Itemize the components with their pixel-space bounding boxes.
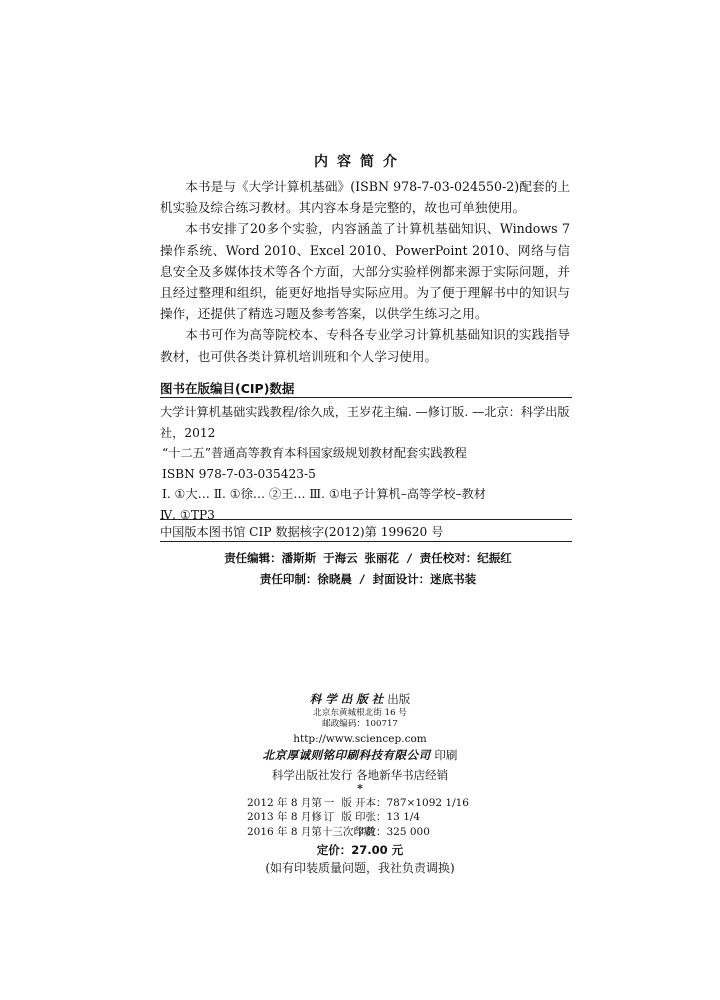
summary-paragraph: 本书可作为高等院校本、专科各专业学习计算机基础知识的实践指导教材，也可供各类计算机培训班和个人学习使用。 [160,327,570,364]
printer-suffix: 印刷 [434,748,458,762]
edition-spec: 开本：787×1092 1/16 [355,797,469,809]
editor-credits: 责任编辑：潘斯斯 于海云 张丽花 / 责任校对：纪振红 [224,551,512,565]
edition-kind: 版 [341,797,352,809]
price: 定价：27.00 元 [316,843,404,857]
distribution-line: 科学出版社发行 各地新华书店经销 [271,768,449,782]
cip-line: “十二五”普通高等教育本科国家级规划教材配套实践教程 [162,446,467,460]
publisher-address: 北京东黄城根北街 16 号 [313,708,407,718]
cip-record [160,402,572,525]
printer-name: 北京厚诚则铭印刷科技有限公司 [262,748,431,762]
edition-date: 2012 年 8 月第 [247,797,322,809]
edition-spec: 印张：13 1/4 [355,811,421,824]
summary-title: 内容简介 [314,154,406,170]
cip-line: 大学计算机基础实践教程/徐久成，王岁花主编. —修订版. —北京：科学出版 [160,405,570,419]
cip-number: 中国版本图书馆 CIP 数据核字(2012)第 199620 号 [160,525,444,539]
publisher-website: http://www.sciencep.com [293,733,427,745]
quality-notice: (如有印装质量问题，我社负责调换) [265,861,455,875]
printer-line [0,747,720,763]
edition-info [247,796,469,839]
cip-line: Ⅳ. ①TP3 [160,507,215,522]
publisher-zip: 邮政编码：100717 [322,719,398,729]
cip-top-rule [160,397,572,398]
cip-middle-rule [160,519,572,520]
edition-row [247,825,469,839]
edition-date: 2016 年 8 月第十三次印刷 [247,825,375,838]
publisher-line [0,691,720,707]
edition-row [247,796,469,810]
edition-number: 一 [323,797,335,809]
separator-star: * [357,782,363,795]
cip-line: ISBN 978-7-03-035423-5 [162,466,316,481]
edition-row [247,810,469,824]
cip-bottom-rule [160,541,572,542]
edition-spec: 字数：325 000 [355,825,430,838]
production-credits: 责任印制：徐晓晨 / 封面设计：迷底书装 [259,572,477,586]
cip-line: Ⅰ. ①大… Ⅱ. ①徐… ②王… Ⅲ. ①电子计算机–高等学校–教材 [162,487,487,501]
summary-text [160,176,570,367]
cip-line: 社，2012 [160,425,216,440]
edition-date: 2013 年 8 月修 [247,811,322,824]
edition-kind: 版 [341,811,352,824]
publisher-name: 科学出版社 [309,692,388,706]
summary-paragraph: 本书是与《大学计算机基础》(ISBN 978-7-03-024550-2)配套的上机实验及综合练习教材。其内容本身是完整的，故也可单独使用。 [160,179,570,216]
publisher-suffix: 出版 [387,692,411,706]
edition-number: 订 [323,811,335,824]
summary-paragraph: 本书安排了20多个实验，内容涵盖了计算机基础知识、Windows 7操作系统、Word 2010、Excel 2010、PowerPoint 2010、网络与信息安全及多媒体技术等各个方面，大部分实验样例都来源于实际问题，并且经过整理和组织，能更好地指导实际应用。为了便于理解书中的知识与操作，还提供了精选习题及参考答案，以供学生练习之用。 [160,221,570,322]
cip-heading: 图书在版编目(CIP)数据 [160,381,295,396]
